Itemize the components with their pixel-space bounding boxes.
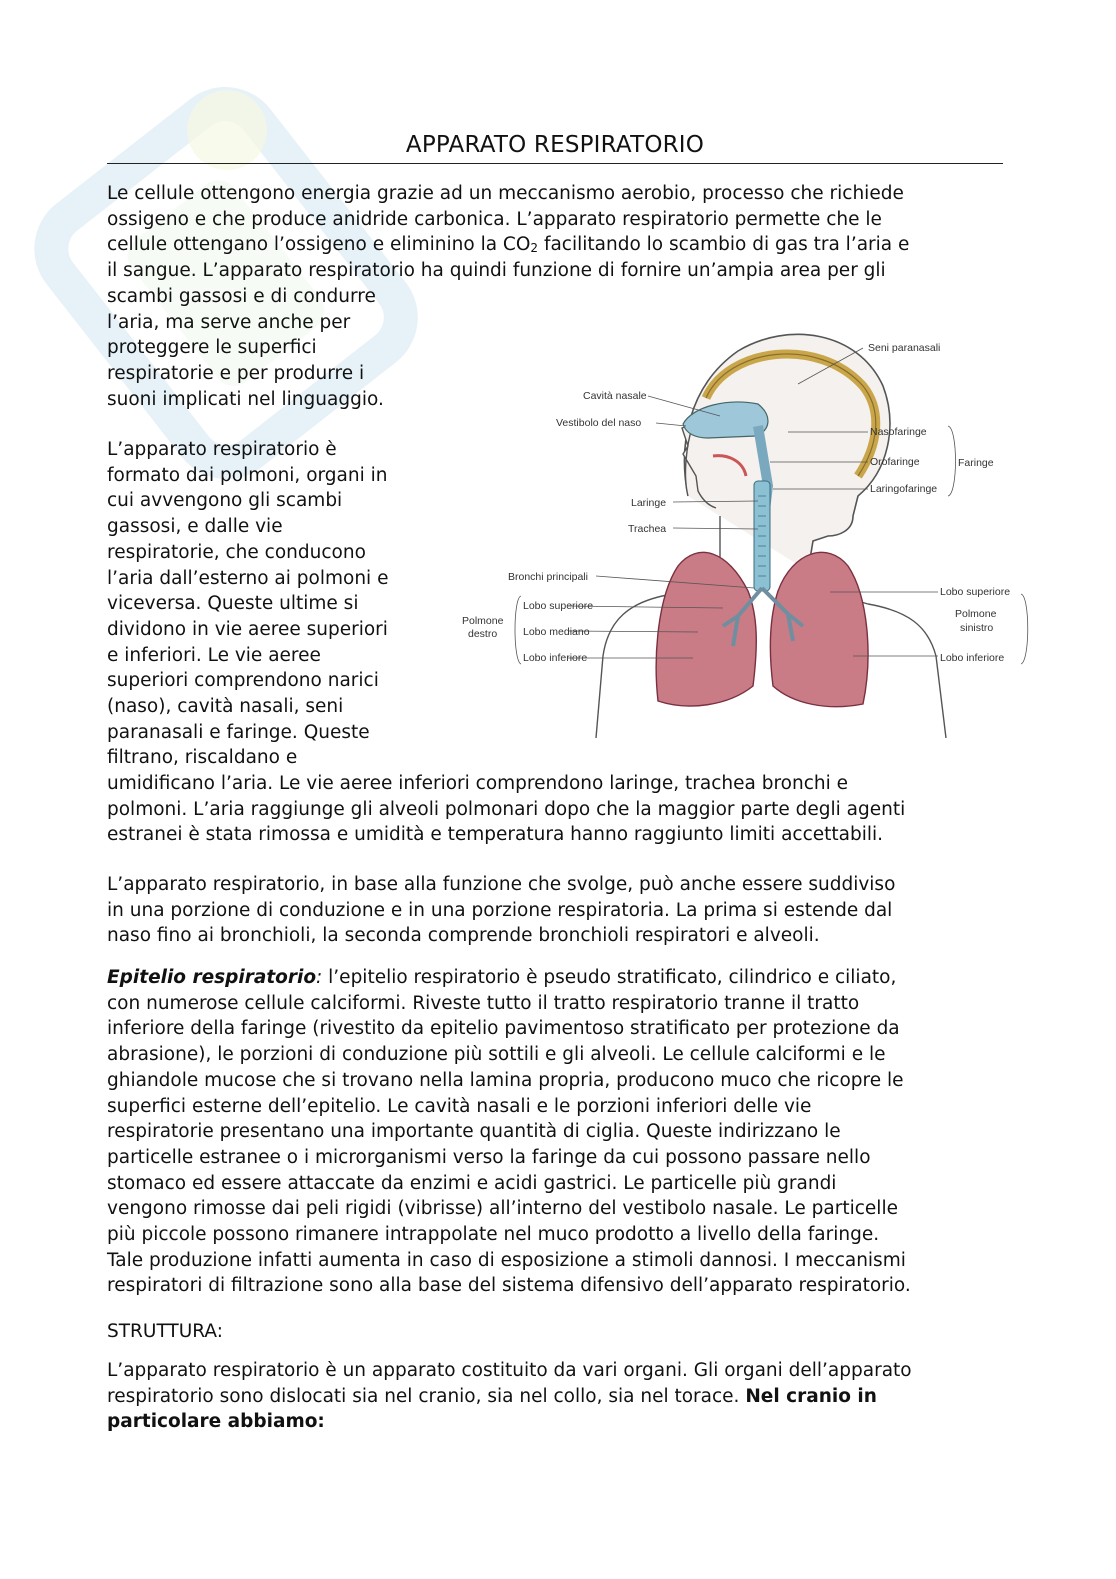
text-line: Le cellule ottengono energia grazie ad un meccanismo aerobio, processo che richiede (107, 183, 904, 204)
structure-paragraph (107, 1358, 1007, 1435)
text-line: L’apparato respiratorio è un apparato costituito da vari organi. Gli organi dell’apparato (107, 1360, 912, 1381)
label-lobo-inferiore-sinistro: Lobo inferiore (940, 652, 1005, 664)
text-line: più piccole possono rimanere intrappolate nel muco prodotto a livello della faringe. (107, 1224, 880, 1246)
label-faringe: Faringe (958, 457, 994, 469)
label-polmone-destro-2: destro (468, 628, 498, 640)
text-line: con numerose cellule calciformi. Riveste tutto il tratto respiratorio tranne il tratto (107, 992, 860, 1014)
label-vestibolo-naso: Vestibolo del naso (556, 417, 642, 429)
label-nasofaringe: Nasofaringe (870, 426, 927, 438)
text-line: l’aria dall’esterno ai polmoni e (107, 567, 389, 589)
text-line: superfici esterne dell’epitelio. Le cavità nasali e le porzioni inferiori delle vie (107, 1095, 812, 1117)
continued-paragraph (107, 771, 1007, 848)
document-title: APPARATO RESPIRATORIO (405, 132, 705, 158)
label-lobo-superiore-sinistro: Lobo superiore (940, 586, 1011, 598)
text-line: formato dai polmoni, organi in (107, 464, 388, 486)
label-cavita-nasale: Cavità nasale (583, 390, 647, 402)
text-line: suoni implicati nel linguaggio. (107, 388, 384, 410)
label-lobo-superiore-destro: Lobo superiore (523, 600, 594, 612)
label-trachea: Trachea (628, 523, 667, 535)
text-line: respiratorio sono dislocati sia nel cranio, sia nel collo, sia nel torace. Nel cranio in (107, 1385, 877, 1407)
intro-paragraph (107, 181, 1007, 284)
label-polmone-sinistro-2: sinistro (960, 622, 994, 634)
text-line: stomaco ed essere attaccate da enzimi e acidi gastrici. Le particelle più grandi (107, 1172, 837, 1194)
text-line: respiratorie presentano una importante quantità di ciglia. Queste indirizzano le (107, 1121, 841, 1143)
text-line: abrasione), le porzioni di conduzione più sottili e gli alveoli. Le cellule calciformi e le (107, 1044, 886, 1066)
text-line: inferiore della faringe (rivestito da epitelio pavimentoso stratificato per protezione da (107, 1018, 900, 1040)
text-line: respiratorie, che conducono (107, 541, 366, 563)
conduction-paragraph (107, 872, 1007, 949)
text-line: proteggere le superfici (107, 337, 317, 359)
text-line: L’apparato respiratorio, in base alla funzione che svolge, può anche essere suddiviso (107, 874, 896, 895)
label-laringofaringe: Laringofaringe (870, 483, 938, 495)
label-bronchi-principali: Bronchi principali (508, 571, 588, 583)
text-line: naso fino ai bronchioli, la seconda comprende bronchioli respiratori e alveoli. (107, 925, 820, 947)
label-seni-paranasali: Seni paranasali (868, 342, 941, 354)
wrapped-paragraph-2 (107, 437, 437, 771)
label-lobo-mediano: Lobo mediano (523, 626, 590, 638)
text-line: superiori comprendono narici (107, 670, 379, 692)
text-line: L’apparato respiratorio è (107, 439, 337, 460)
text-line: dividono in vie aeree superiori (107, 618, 388, 640)
epithelium-heading: Epitelio respiratorio (107, 967, 317, 988)
text-line: cellule ottengano l’ossigeno e eliminino la CO2 facilitando lo scambio di gas tra l’aria e (107, 234, 910, 256)
wrapped-paragraph-1 (107, 284, 437, 413)
text-line: ghiandole mucose che si trovano nella lamina propria, producono muco che ricopre le (107, 1069, 904, 1091)
text-line: in una porzione di conduzione e in una porzione respiratoria. La prima si estende dal (107, 899, 893, 921)
text-line: respiratorie e per produrre i (107, 363, 365, 385)
text-line: particolare abbiamo: (107, 1411, 325, 1433)
text-line: particelle estranee o i microrganismi verso la faringe da cui possono passare nello (107, 1146, 871, 1168)
text-line: e inferiori. Le vie aeree (107, 644, 321, 666)
title-underline (107, 163, 1003, 164)
text-line: polmoni. L’aria raggiunge gli alveoli polmonari dopo che la maggior parte degli agenti (107, 798, 906, 820)
section-heading-struttura: STRUTTURA: (107, 1321, 223, 1342)
label-polmone-destro: Polmone (462, 615, 504, 627)
text-line: Tale produzione infatti aumenta in caso di esposizione a stimoli dannosi. I meccanismi (107, 1249, 906, 1271)
text-line: il sangue. L’apparato respiratorio ha quindi funzione di fornire un’ampia area per gli (107, 260, 886, 282)
text-line: filtrano, riscaldano e (107, 747, 298, 769)
label-polmone-sinistro: Polmone (955, 608, 997, 620)
subscript: 2 (530, 241, 539, 256)
text-line: cui avvengono gli scambi (107, 490, 343, 512)
text-line: scambi gassosi e di condurre (107, 286, 376, 307)
label-lobo-inferiore-destro: Lobo inferiore (523, 652, 588, 664)
text-line: Epitelio respiratorio: l’epitelio respiratorio è pseudo stratificato, cilindrico e ciliato, (107, 967, 897, 988)
text-line: l’aria, ma serve anche per (107, 311, 351, 333)
text-line: viceversa. Queste ultime si (107, 593, 359, 615)
text-line: vengono rimosse dai peli rigidi (vibrisse) all’interno del vestibolo nasale. Le particelle (107, 1198, 898, 1220)
text-line: gassosi, e dalle vie (107, 516, 283, 538)
epithelium-paragraph (107, 965, 1007, 1299)
text-line: estranei è stata rimossa e umidità e temperatura hanno raggiunto limiti accettabili. (107, 824, 884, 846)
text-line: respiratori di filtrazione sono alla base del sistema difensivo dell’apparato respiratorio. (107, 1275, 911, 1297)
label-laringe: Laringe (631, 497, 667, 509)
text-line: ossigeno e che produce anidride carbonica. L’apparato respiratorio permette che le (107, 208, 882, 230)
text-line: (naso), cavità nasali, seni (107, 696, 344, 718)
text-line: umidificano l’aria. Le vie aeree inferiori comprendono laringe, trachea bronchi e (107, 773, 849, 794)
respiratory-system-figure (458, 326, 1033, 738)
label-orofaringe: Orofaringe (870, 456, 920, 468)
text-line: paranasali e faringe. Queste (107, 721, 370, 743)
